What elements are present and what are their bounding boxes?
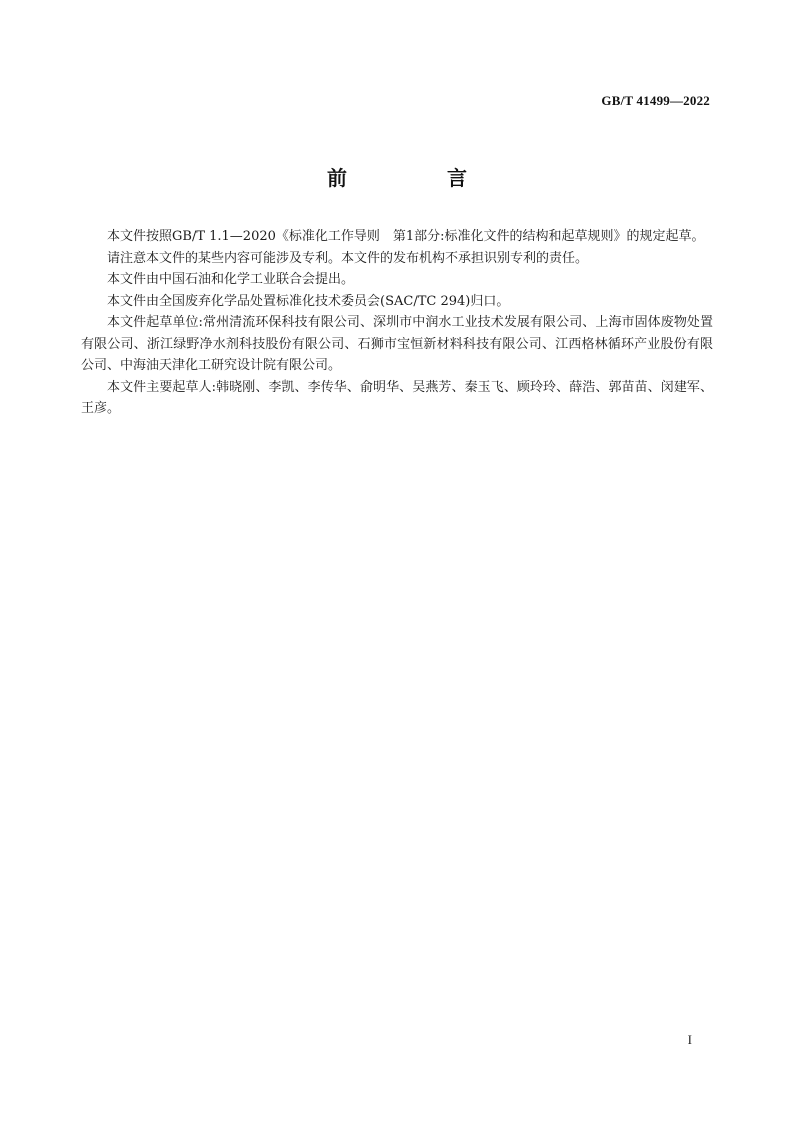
paragraph-proposer: 本文件由中国石油和化学工业联合会提出。 [107,272,355,287]
paragraph-committee: 本文件由全国废弃化学品处置标准化技术委员会(SAC/TC 294)归口。 [107,293,510,309]
paragraph-drafting-units: 本文件起草单位:常州清流环保科技有限公司、深圳市中润水工业技术发展有限公司、上海市固体废物处置有限公司、浙江绿野净水剂科技股份有限公司、石狮市宝恒新材料科技有限公司、江西格林循环产业股份有限公司、中海油天津化工研究设计院有限公司。 [81,315,713,373]
paragraph-patent-notice: 请注意本文件的某些内容可能涉及专利。本文件的发布机构不承担识别专利的责任。 [107,250,589,266]
paragraph-drafting-rules: 本文件按照GB/T 1.1—2020《标准化工作导则 第1部分:标准化文件的结构和起草规则》的规定起草。 [107,229,705,244]
paragraph-drafters: 本文件主要起草人:韩晓刚、李凯、李传华、俞明华、吴燕芳、秦玉飞、顾玲玲、薛浩、郭苗苗、闵建军、王彦。 [81,379,713,416]
page-title: 前 言 [327,166,507,190]
foreword-body [81,226,713,420]
page-number: I [687,1032,692,1047]
standard-code: GB/T 41499—2022 [601,93,710,108]
